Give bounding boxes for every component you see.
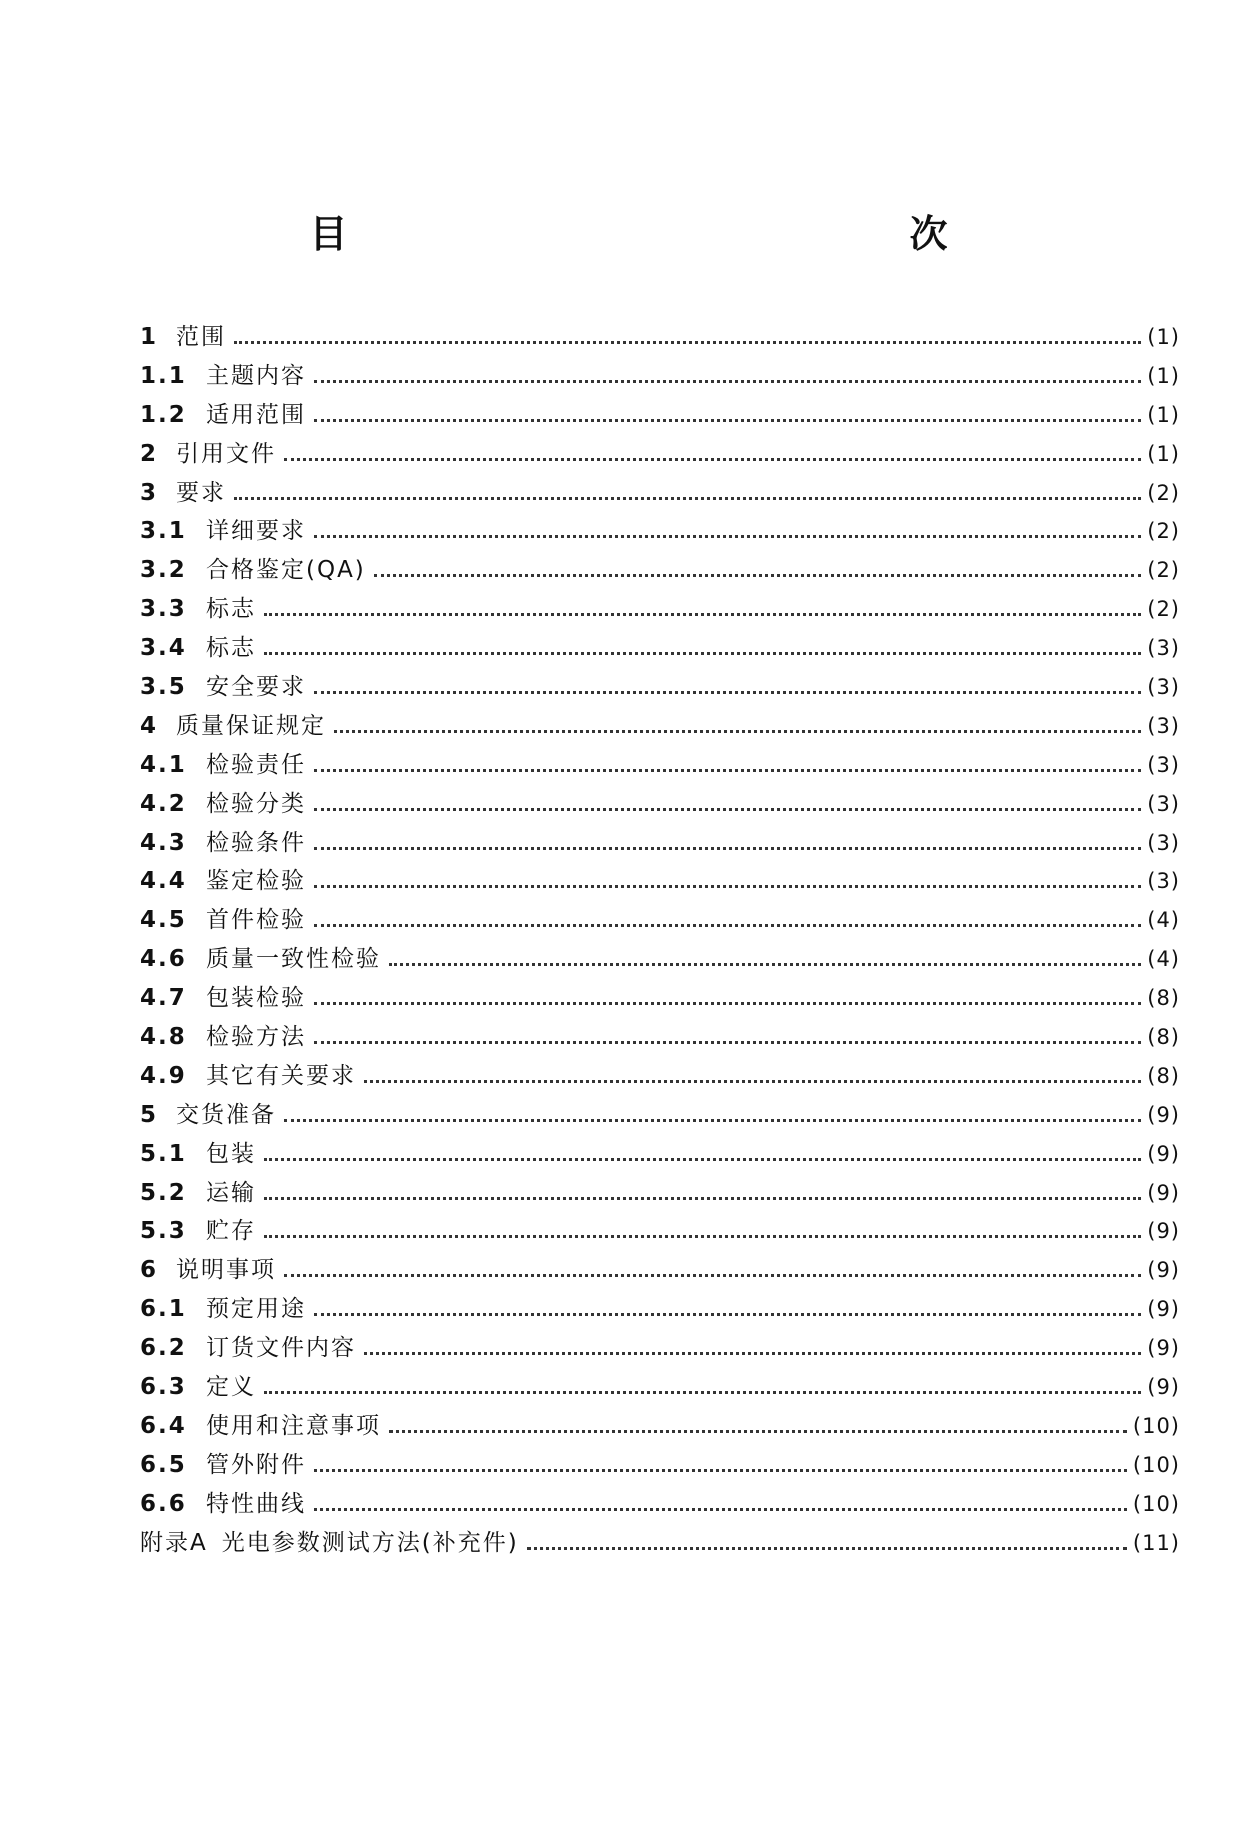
toc-entry-number: 4.3 xyxy=(140,829,187,856)
toc-entry-page: (9) xyxy=(1147,1297,1180,1322)
toc-entry-page: (2) xyxy=(1147,597,1180,622)
toc-entry xyxy=(140,551,1180,590)
toc-dot-leader xyxy=(264,1371,1141,1394)
toc-entry-number: 5.1 xyxy=(140,1140,187,1167)
toc-entry-number: 5.3 xyxy=(140,1218,187,1245)
toc-entry xyxy=(140,668,1180,707)
toc-entry xyxy=(140,1485,1180,1524)
toc-entry xyxy=(140,357,1180,396)
toc-entry-title: 引用文件 xyxy=(176,440,276,467)
toc-entry-page: (1) xyxy=(1147,441,1180,466)
toc-entry-title: 标志 xyxy=(206,596,256,623)
toc-entry-title: 交货准备 xyxy=(176,1101,276,1128)
toc-entry-page: (2) xyxy=(1147,480,1180,505)
toc-dot-leader xyxy=(314,1449,1127,1472)
toc-dot-leader xyxy=(284,1254,1141,1277)
toc-entry-title: 预定用途 xyxy=(206,1296,306,1323)
toc-dot-leader xyxy=(314,904,1141,927)
toc-entry xyxy=(140,1135,1180,1174)
toc-entry-page: (1) xyxy=(1147,363,1180,388)
toc-entry xyxy=(140,1174,1180,1213)
toc-entry-title: 使用和注意事项 xyxy=(206,1412,381,1439)
toc-dot-leader xyxy=(284,1099,1141,1122)
toc-entry-number: 5 xyxy=(140,1101,159,1128)
toc-entry-page: (8) xyxy=(1147,986,1180,1011)
toc-entry-title: 检验方法 xyxy=(206,1024,306,1051)
toc-entry-title: 运输 xyxy=(206,1179,256,1206)
page-title: 目 次 xyxy=(309,212,1060,256)
toc-entry-number: 4.2 xyxy=(140,790,187,817)
toc-entry-page: (2) xyxy=(1147,558,1180,583)
toc-entry xyxy=(140,901,1180,940)
toc-dot-leader xyxy=(364,1060,1141,1083)
toc-entry-title: 鉴定检验 xyxy=(206,868,306,895)
toc-dot-leader xyxy=(264,1138,1141,1161)
toc-entry-title: 标志 xyxy=(206,635,256,662)
toc-dot-leader xyxy=(234,477,1141,500)
toc-entry-number: 3.3 xyxy=(140,596,187,623)
toc-entry-number: 3.2 xyxy=(140,557,187,584)
toc-entry-title: 主题内容 xyxy=(206,362,306,389)
toc-entry-page: (9) xyxy=(1147,1375,1180,1400)
toc-entry-page: (4) xyxy=(1147,908,1180,933)
toc-dot-leader xyxy=(314,827,1141,850)
toc-entry-page: (10) xyxy=(1132,1491,1180,1516)
toc-dot-leader xyxy=(334,710,1141,733)
toc-entry xyxy=(140,979,1180,1018)
toc-entry-number: 6.1 xyxy=(140,1296,187,1323)
toc-entry-number: 4.5 xyxy=(140,907,187,934)
toc-entry-number: 4.6 xyxy=(140,946,187,973)
toc-dot-leader xyxy=(314,982,1141,1005)
toc-entry xyxy=(140,707,1180,746)
toc-entry-page: (9) xyxy=(1147,1258,1180,1283)
toc-entry-number: 3.4 xyxy=(140,635,187,662)
toc-entry-title: 质量保证规定 xyxy=(176,712,326,739)
toc-entry-page: (10) xyxy=(1132,1452,1180,1477)
toc-entry-number: 6.3 xyxy=(140,1374,187,1401)
toc-entry-title: 订货文件内容 xyxy=(206,1335,356,1362)
toc-entry xyxy=(140,940,1180,979)
toc-entry xyxy=(140,1212,1180,1251)
toc-entry-title: 包装检验 xyxy=(206,985,306,1012)
toc-entry-number: 4.1 xyxy=(140,751,187,778)
toc-entry-number: 5.2 xyxy=(140,1179,187,1206)
toc-dot-leader xyxy=(364,1332,1141,1355)
toc-entry-page: (3) xyxy=(1147,869,1180,894)
toc-entry-title: 光电参数测试方法(补充件) xyxy=(221,1529,519,1556)
toc-entry-number: 6.6 xyxy=(140,1490,187,1517)
toc-entry xyxy=(140,1018,1180,1057)
toc-entry-page: (3) xyxy=(1147,830,1180,855)
toc-entry-page: (10) xyxy=(1132,1413,1180,1438)
toc-entry-title: 合格鉴定(QA) xyxy=(206,557,366,584)
toc-entry-number: 6.2 xyxy=(140,1335,187,1362)
toc-entry-number: 4 xyxy=(140,712,159,739)
toc-entry-number: 3.5 xyxy=(140,674,187,701)
toc-entry-page: (3) xyxy=(1147,636,1180,661)
toc-entry xyxy=(140,862,1180,901)
toc-entry-page: (11) xyxy=(1132,1530,1180,1555)
toc-dot-leader xyxy=(314,515,1141,538)
toc-dot-leader xyxy=(314,399,1141,422)
toc-entry xyxy=(140,746,1180,785)
toc-dot-leader xyxy=(374,554,1141,577)
toc-dot-leader xyxy=(389,1410,1127,1433)
toc-entry-title: 其它有关要求 xyxy=(206,1062,356,1089)
toc-entry-number: 4.9 xyxy=(140,1062,187,1089)
toc-entry-page: (9) xyxy=(1147,1180,1180,1205)
toc-entry xyxy=(140,1446,1180,1485)
toc-entry xyxy=(140,396,1180,435)
toc-entry-title: 说明事项 xyxy=(176,1257,276,1284)
toc-entry xyxy=(140,318,1180,357)
toc-entry-title: 特性曲线 xyxy=(206,1490,306,1517)
toc-dot-leader xyxy=(314,671,1141,694)
toc-entry xyxy=(140,1329,1180,1368)
toc-entry-page: (3) xyxy=(1147,713,1180,738)
toc-entry-title: 首件检验 xyxy=(206,907,306,934)
table-of-contents xyxy=(140,318,1180,1563)
toc-entry xyxy=(140,1096,1180,1135)
toc-entry-title: 检验分类 xyxy=(206,790,306,817)
toc-entry-title: 要求 xyxy=(176,479,226,506)
toc-entry-page: (2) xyxy=(1147,519,1180,544)
toc-entry-title: 定义 xyxy=(206,1374,256,1401)
toc-entry-page: (9) xyxy=(1147,1141,1180,1166)
toc-entry-number: 3.1 xyxy=(140,518,187,545)
toc-entry-page: (1) xyxy=(1147,325,1180,349)
toc-entry-page: (1) xyxy=(1147,402,1180,427)
toc-entry-number: 4.8 xyxy=(140,1024,187,1051)
toc-entry-number: 6.5 xyxy=(140,1451,187,1478)
toc-dot-leader xyxy=(284,438,1141,461)
toc-entry-number: 4.4 xyxy=(140,868,187,895)
toc-dot-leader xyxy=(314,1021,1141,1044)
toc-entry-title: 适用范围 xyxy=(206,401,306,428)
toc-dot-leader xyxy=(527,1527,1127,1550)
toc-entry-number: 4.7 xyxy=(140,985,187,1012)
toc-entry-page: (4) xyxy=(1147,947,1180,972)
toc-entry-title: 包装 xyxy=(206,1140,256,1167)
toc-entry xyxy=(140,824,1180,863)
toc-entry xyxy=(140,1057,1180,1096)
toc-entry-number: 附录A xyxy=(140,1529,208,1556)
toc-entry-page: (3) xyxy=(1147,752,1180,777)
toc-dot-leader xyxy=(389,943,1141,966)
toc-entry xyxy=(140,1407,1180,1446)
toc-entry-number: 1 xyxy=(140,324,159,350)
toc-entry xyxy=(140,1524,1180,1563)
toc-entry xyxy=(140,785,1180,824)
toc-entry-page: (8) xyxy=(1147,1025,1180,1050)
toc-entry xyxy=(140,1368,1180,1407)
toc-entry-page: (9) xyxy=(1147,1336,1180,1361)
toc-entry xyxy=(140,474,1180,513)
toc-entry xyxy=(140,1251,1180,1290)
toc-entry-page: (8) xyxy=(1147,1063,1180,1088)
toc-entry xyxy=(140,629,1180,668)
toc-entry-number: 1.1 xyxy=(140,362,187,389)
toc-entry-page: (3) xyxy=(1147,675,1180,700)
toc-entry-title: 贮存 xyxy=(206,1218,256,1245)
toc-entry-page: (9) xyxy=(1147,1219,1180,1244)
toc-entry-title: 质量一致性检验 xyxy=(206,946,381,973)
toc-entry xyxy=(140,1290,1180,1329)
toc-entry-title: 安全要求 xyxy=(206,674,306,701)
toc-entry-title: 检验条件 xyxy=(206,829,306,856)
toc-entry-title: 管外附件 xyxy=(206,1451,306,1478)
toc-entry-number: 2 xyxy=(140,440,159,467)
toc-entry-number: 1.2 xyxy=(140,401,187,428)
toc-entry-page: (9) xyxy=(1147,1102,1180,1127)
toc-entry-page: (3) xyxy=(1147,791,1180,816)
toc-dot-leader xyxy=(314,865,1141,888)
toc-entry-number: 3 xyxy=(140,479,159,506)
toc-dot-leader xyxy=(314,1488,1127,1511)
toc-dot-leader xyxy=(314,360,1141,383)
toc-entry-title: 检验责任 xyxy=(206,751,306,778)
toc-dot-leader xyxy=(314,749,1141,772)
toc-dot-leader xyxy=(234,321,1141,344)
toc-entry-title: 范围 xyxy=(176,324,226,350)
toc-dot-leader xyxy=(264,632,1141,655)
toc-entry-title: 详细要求 xyxy=(206,518,306,545)
toc-entry-number: 6.4 xyxy=(140,1412,187,1439)
toc-entry xyxy=(140,435,1180,474)
toc-entry-number: 6 xyxy=(140,1257,159,1284)
toc-dot-leader xyxy=(264,593,1141,616)
toc-dot-leader xyxy=(314,788,1141,811)
toc-dot-leader xyxy=(264,1215,1141,1238)
toc-dot-leader xyxy=(264,1177,1141,1200)
toc-entry xyxy=(140,590,1180,629)
toc-entry xyxy=(140,512,1180,551)
toc-dot-leader xyxy=(314,1293,1141,1316)
